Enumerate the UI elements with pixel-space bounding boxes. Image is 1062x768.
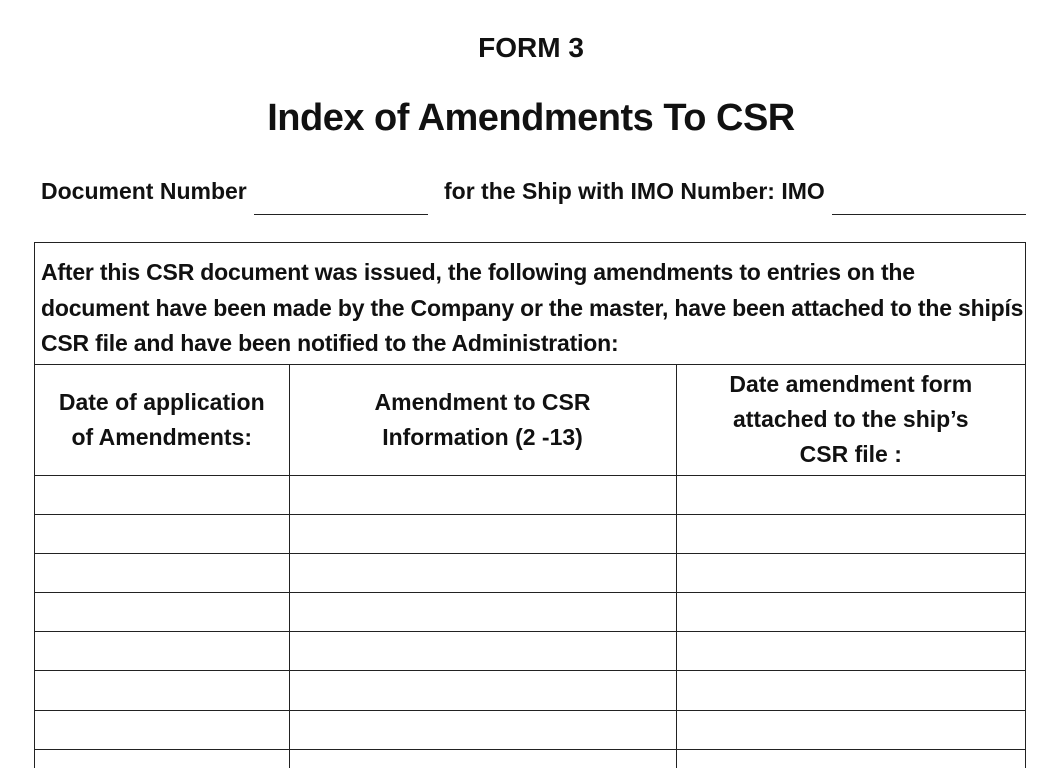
table-row xyxy=(35,710,1025,749)
amendment-cell[interactable] xyxy=(289,553,676,592)
amendment-cell[interactable] xyxy=(289,671,676,710)
document-number-field[interactable] xyxy=(254,214,428,215)
table-row xyxy=(35,593,1025,632)
date-attached-cell[interactable] xyxy=(676,593,1025,632)
table-row xyxy=(35,749,1025,768)
table-body xyxy=(35,475,1025,768)
amendment-cell[interactable] xyxy=(289,710,676,749)
imo-number-field[interactable] xyxy=(832,214,1026,215)
date-of-application-cell[interactable] xyxy=(35,710,289,749)
intro-line: CSR file and have been notified to the Administration: xyxy=(41,330,619,356)
table-row xyxy=(35,553,1025,592)
date-of-application-cell[interactable] xyxy=(35,553,289,592)
header-line: CSR file : xyxy=(799,441,902,468)
date-of-application-cell[interactable] xyxy=(35,593,289,632)
table-row xyxy=(35,632,1025,671)
date-of-application-cell[interactable] xyxy=(35,749,289,768)
date-attached-cell[interactable] xyxy=(676,475,1025,514)
amendment-cell[interactable] xyxy=(289,749,676,768)
intro-line: document have been made by the Company or the master, have been attached to the shipís xyxy=(41,294,1024,321)
header-line: of Amendments: xyxy=(71,423,253,450)
amendments-table xyxy=(35,365,1025,768)
intro-line: After this CSR document was issued, the following amendments to entries on the xyxy=(41,259,915,285)
header-line: Date of application xyxy=(58,388,265,415)
form-number: FORM 3 xyxy=(478,32,584,63)
date-attached-cell[interactable] xyxy=(676,514,1025,553)
date-of-application-cell[interactable] xyxy=(35,514,289,553)
document-number-label: Document Number xyxy=(41,178,247,204)
column-header-date-attached xyxy=(676,365,1025,475)
date-of-application-cell[interactable] xyxy=(35,671,289,710)
amendments-form-box xyxy=(34,242,1026,768)
date-attached-cell[interactable] xyxy=(676,671,1025,710)
header-line: Information (2 -13) xyxy=(382,423,583,450)
amendment-cell[interactable] xyxy=(289,632,676,671)
header-line: Amendment to CSR xyxy=(374,388,591,415)
header-line: Date amendment form xyxy=(729,371,973,398)
column-header-amendment xyxy=(289,365,676,475)
column-header-date-of-application xyxy=(35,365,289,475)
amendment-cell[interactable] xyxy=(289,475,676,514)
date-of-application-cell[interactable] xyxy=(35,632,289,671)
table-row xyxy=(35,475,1025,514)
amendment-cell[interactable] xyxy=(289,514,676,553)
date-attached-cell[interactable] xyxy=(676,632,1025,671)
date-attached-cell[interactable] xyxy=(676,710,1025,749)
table-row xyxy=(35,514,1025,553)
date-attached-cell[interactable] xyxy=(676,553,1025,592)
table-header-row xyxy=(35,365,1025,475)
intro-statement xyxy=(35,243,1025,365)
header-line: attached to the ship’s xyxy=(732,406,969,433)
imo-number-label: for the Ship with IMO Number: IMO xyxy=(444,178,825,204)
table-row xyxy=(35,671,1025,710)
date-attached-cell[interactable] xyxy=(676,749,1025,768)
page-title: Index of Amendments To CSR xyxy=(267,97,795,139)
amendment-cell[interactable] xyxy=(289,593,676,632)
date-of-application-cell[interactable] xyxy=(35,475,289,514)
